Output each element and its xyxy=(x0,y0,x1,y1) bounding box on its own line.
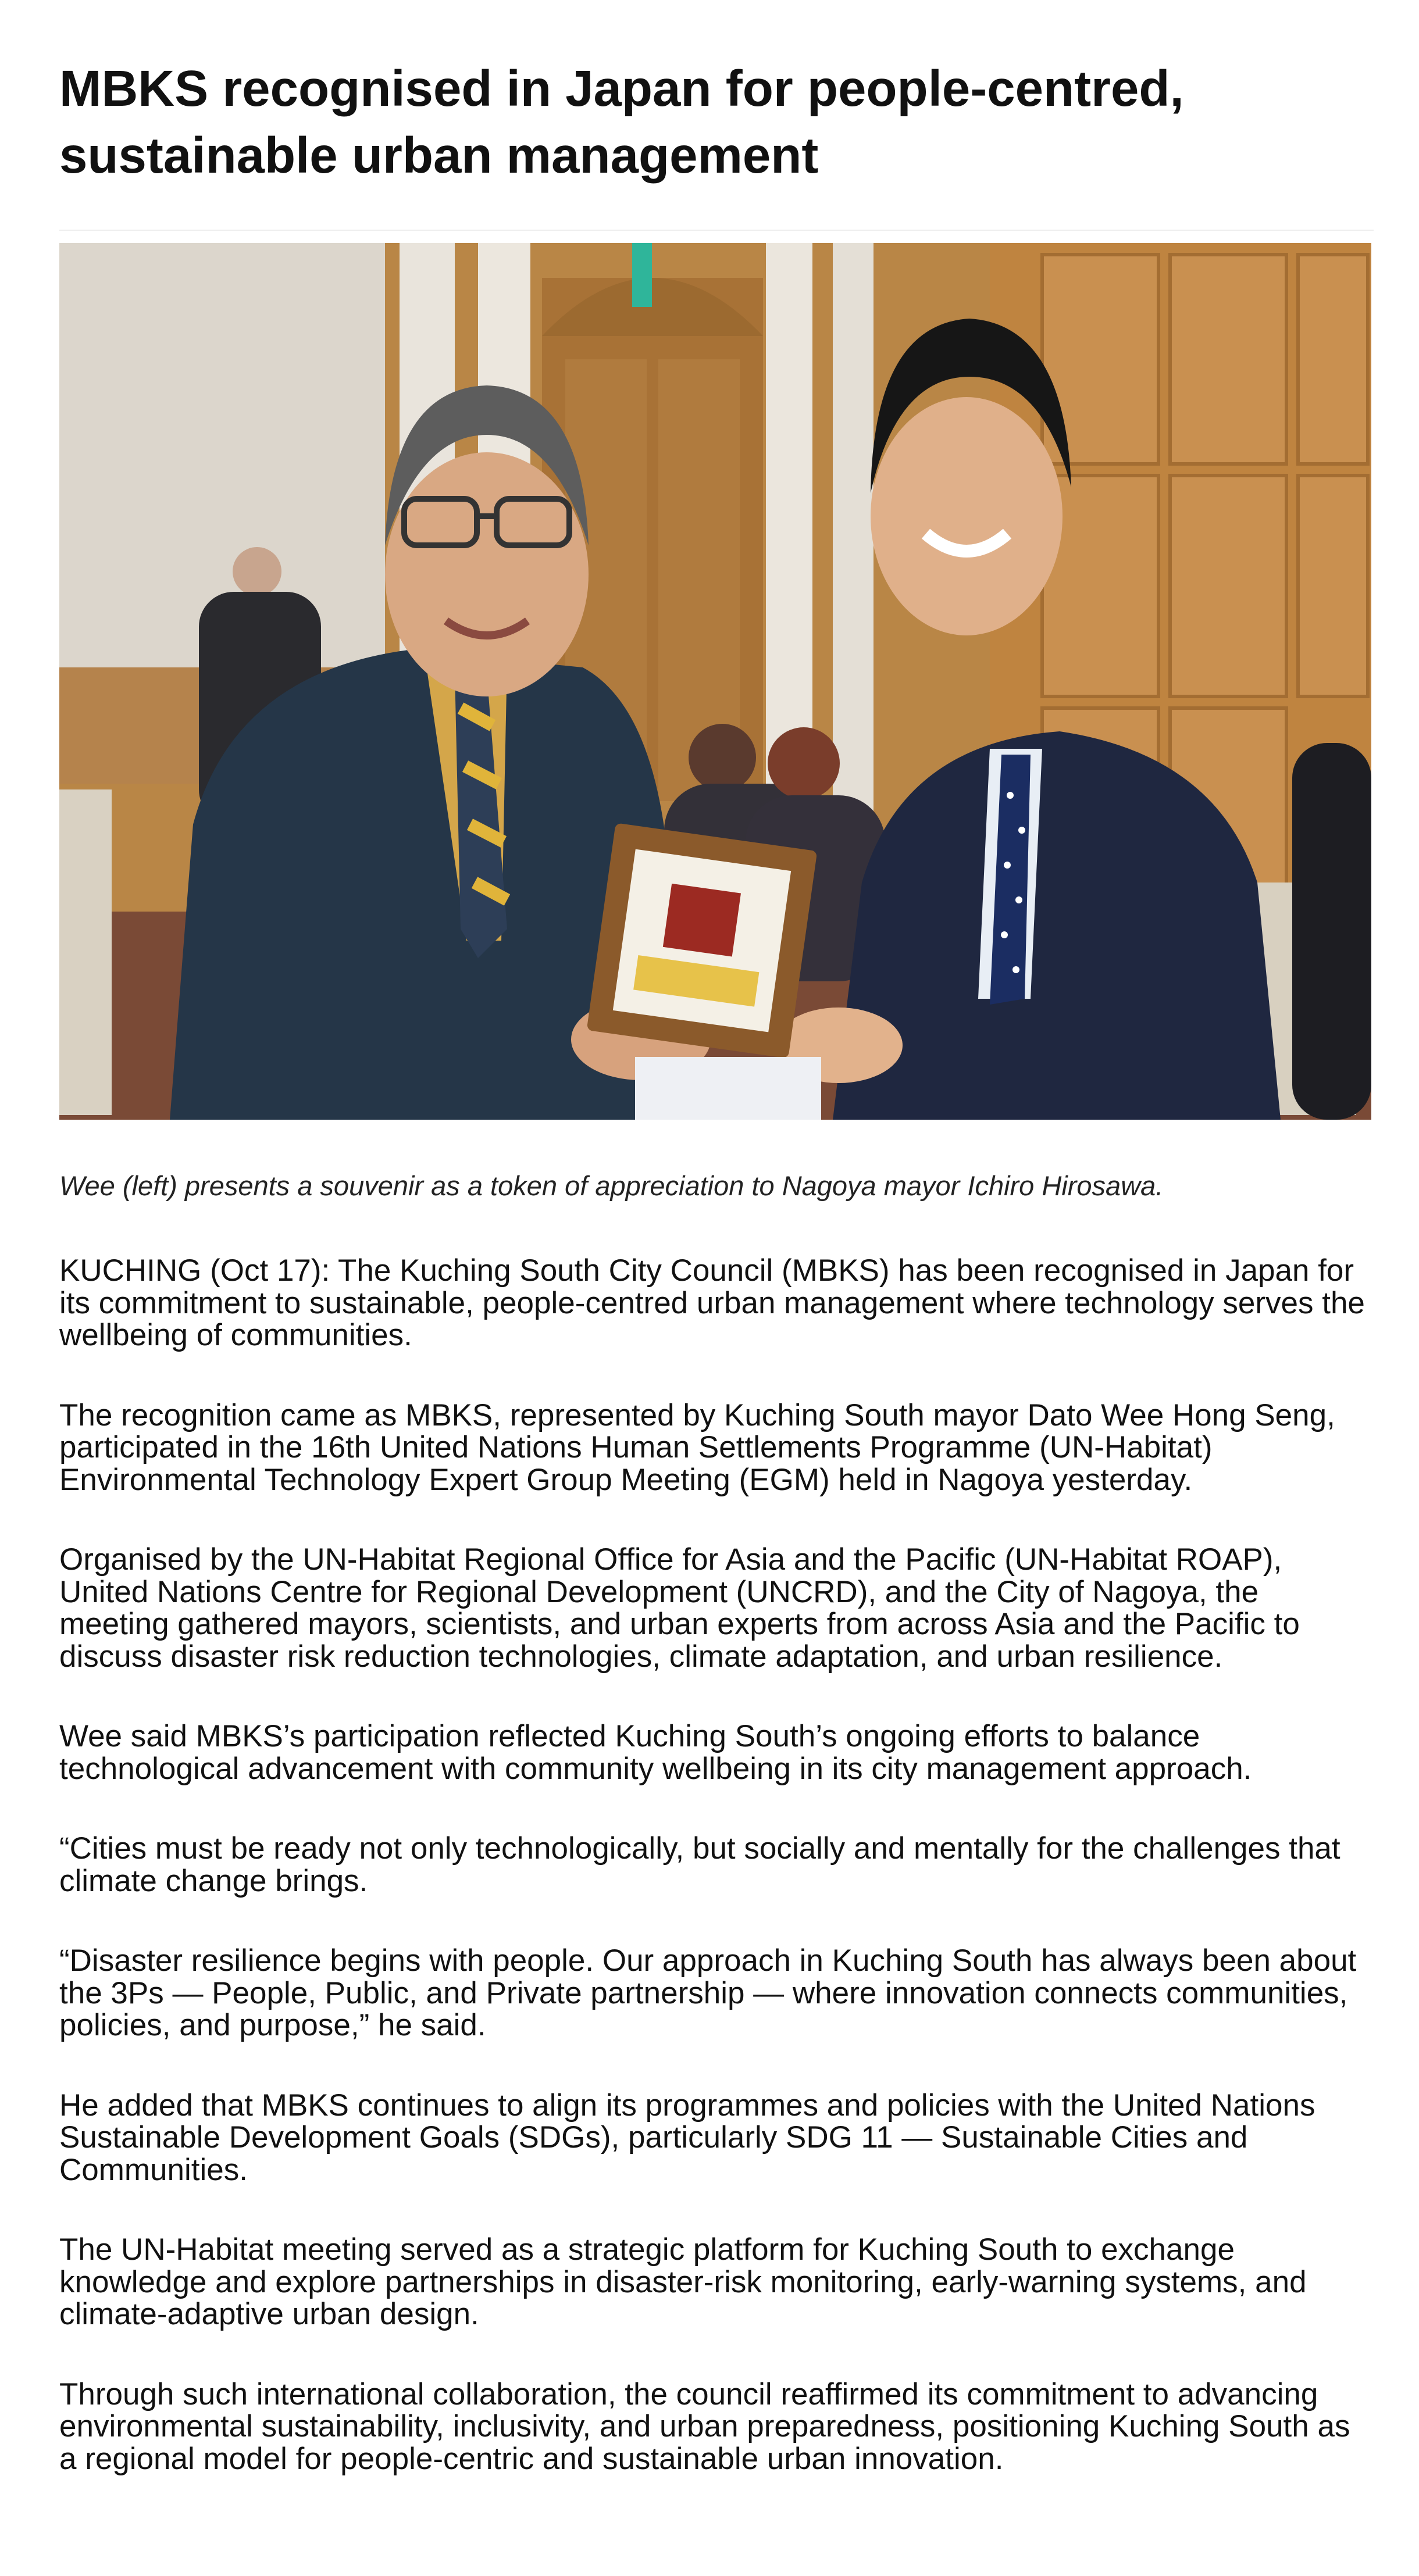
paragraph-2: The recognition came as MBKS, represented by Kuching South mayor Dato Wee Hong Seng, participated in the 16th United Nations Human Settlements Programme (UN-Habitat) Environmental Technology Expert Group Meeting (EGM) held in Nagoya yesterday. xyxy=(59,1398,1335,1497)
photo-caption: Wee (left) presents a souvenir as a token of appreciation to Nagoya mayor Ichiro Hirosawa. xyxy=(59,1170,1164,1201)
paragraph-3: Organised by the UN-Habitat Regional Office for Asia and the Pacific (UN-Habitat ROAP), United Nations Centre for Regional Development (UNCRD), and the City of Nagoya, the meeting gathered mayors, scientists, and urban experts from across Asia and the Pacific to discuss disaster risk reduction technologies, climate adaptation, and urban resilience. xyxy=(59,1542,1300,1674)
article-photo[interactable] xyxy=(59,243,1371,1120)
paragraph-7: He added that MBKS continues to align its programmes and policies with the United Nations Sustainable Development Goals (SDGs), particularly SDG 11 — Sustainable Cities and Communities. xyxy=(59,2088,1315,2187)
paragraph-8: The UN-Habitat meeting served as a strategic platform for Kuching South to exchange knowledge and explore partnerships in disaster-risk monitoring, early-warning systems, and climate-adaptive urban design. xyxy=(59,2232,1307,2331)
headline-divider xyxy=(59,230,1374,231)
article-headline: MBKS recognised in Japan for people-centred, sustainable urban management xyxy=(59,60,1184,184)
paragraph-6: “Disaster resilience begins with people. Our approach in Kuching South has always been about the 3Ps — People, Public, and Private partnership — where innovation connects communities, policies, and purpose,” he said. xyxy=(59,1943,1357,2042)
paragraph-9: Through such international collaboration, the council reaffirmed its commitment to advancing environmental sustainability, inclusivity, and urban preparedness, positioning Kuching South as a regional model for people-centric and sustainable urban innovation. xyxy=(59,2377,1350,2476)
paragraph-1: KUCHING (Oct 17): The Kuching South City Council (MBKS) has been recognised in Japan for its commitment to sustainable, people-centred urban management where technology serves the wellbeing of communities. xyxy=(59,1253,1365,1352)
paragraph-4: Wee said MBKS’s participation reflected Kuching South’s ongoing efforts to balance technological advancement with community wellbeing in its city management approach. xyxy=(59,1719,1252,1786)
article-body xyxy=(59,1255,1374,2523)
paragraph-5: “Cities must be ready not only technologically, but socially and mentally for the challenges that climate change brings. xyxy=(59,1831,1340,1898)
